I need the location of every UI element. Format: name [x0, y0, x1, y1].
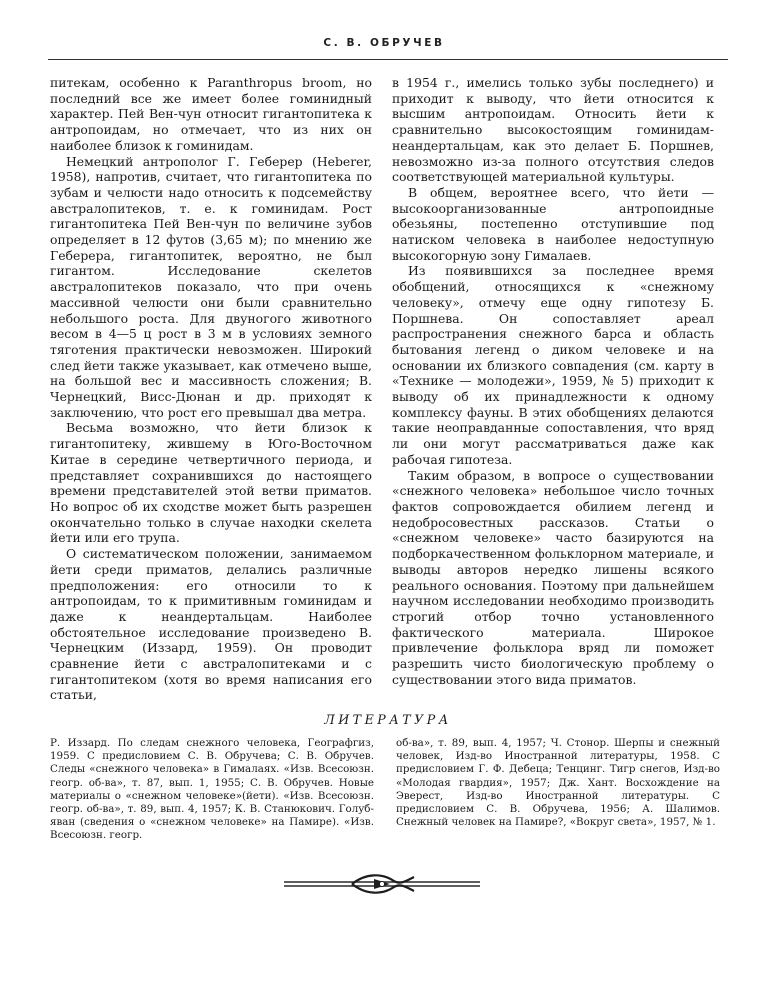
text-column-left — [50, 75, 372, 703]
references-column-left — [50, 737, 374, 843]
paragraph: В общем, вероятнее всего, что йети — высокоорганизованные антропоидные обезьяны, постепенно отступившие под натиском человека в наиболее недоступную высокогорную зону Гималаев. — [392, 184, 714, 263]
paragraph: питекам, особенно к Paranthropus broom, но последний все же имеет более гоминидный характер. Пей Вен-чун относит гигантопитека к антропоидам, но отмечает, что из них он наиболее близок к гоминидам. — [50, 75, 372, 153]
paragraph: в 1954 г., имелись только зубы последнего) и приходит к выводу, что йети относится к высшим антропоидам. Относить йети к сравнительно высокостоящим гоминидам-неандертальцам, как это делает Б. Поршнев, невозможно из-за полного отсутствия следов соответствующей материальной культуры. — [392, 75, 714, 185]
running-header: С. В. ОБРУЧЕВ — [323, 37, 445, 49]
paragraph: О систематическом положении, занимаемом йети среди приматов, делались различные предположения: его относили то к антропоидам, то к примитивным гоминидам и даже к неандертальцам. Наиболее обстоятельное исследование произведено В. Чернецким (Иззард, 1959). Он проводит сравнение йети с австралопитеками и с гигантопитеком (хотя во время написания его статьи, — [50, 546, 372, 703]
paragraph: Немецкий антрополог Г. Геберер (Heberer, 1958), напротив, считает, что гигантопитека по зубам и челюсти надо относить к подсемейству австралопитеков, т. е. к гоминидам. Рост гигантопитека Пей Вен-чун по величине зубов определяет в 12 футов (3,65 м); по мнению же Геберера, гигантопитек, вероятно, не был гигантом. Исследование скелетов австралопитеков показало, что при очень массивной челюсти они были сравнительно небольшого роста. Для двуногого животного весом в 4—5 ц рост в 3 м в условиях земного тяготения практически невозможен. Широкий след йети также указывает, как отмечено выше, на большой вес и массивность сложения; В. Чернецкий, Висс-Дюнан и др. приходят к заключению, что рост его превышал два метра. — [50, 153, 372, 420]
paragraph: Весьма возможно, что йети близок к гигантопитеку, жившему в Юго-Восточном Китае в середине четвертичного периода, и представляет сохранившихся до настоящего времени представителей этой ветви приматов. Но вопрос об их сходстве может быть разрешен окончательно только в случае находки скелета йети или его трупа. — [50, 420, 372, 546]
text-column-right — [392, 75, 714, 687]
header-rule — [48, 59, 728, 60]
paragraph: Таким образом, в вопросе о существовании «снежного человека» небольшое число точных фактов сопровождается обилием легенд и недобросовестных рассказов. Статьи о «снежном человеке» часто базируются на подборкачественном фольклорном материале, и выводы авторов нередко лишены всякого реального основания. Поэтому при дальнейшем научном исследовании необходимо производить строгий отбор точно установленного фактического материала. Широкое привлечение фольклора вряд ли поможет разрешить чисто биологическую проблему о существовании этого вида приматов. — [392, 467, 714, 687]
reference-list: об-ва», т. 89, вып. 4, 1957; Ч. Стонор. Шерпы и снежный человек, Изд-во Иностранной литературы, 1958. С предисловием Г. Ф. Дебеца; Тенцинг. Тигр снегов, Изд-во «Молодая гвардия», 1957; Дж. Хант. Восхождение на Эверест, Изд-во Иностранной литературы. С предисловием С. В. Обручева, 1956; А. Шалимов. Снежный человек на Памире?, «Вокруг света», 1957, № 1. — [396, 737, 720, 829]
literature-heading: ЛИТЕРАТУРА — [324, 712, 452, 727]
reference-list: Р. Иззард. По следам снежного человека, Географгиз, 1959. С предисловием С. В. Обручева; С. В. Обручев. Следы «снежного человека» в Гималаях. «Изв. Всесоюзн. геогр. об-ва», т. 87, вып. 1, 1955; С. В. Обручев. Новые материалы о «снежном человеке»(йети). «Изв. Всесоюзн. геогр. об-ва», т. 89, вып. 4, 1957; К. В. Станюкович. Голуб-яван (сведения о «снежном человеке» на Памире). «Изв. Всесоюзн. геогр. — [50, 737, 374, 842]
paragraph: Из появившихся за последнее время обобщений, относящихся к «снежному человеку», отмечу еще одну гипотезу Б. Поршнева. Он сопоставляет ареал распространения снежного барса и область бытования легенд о диком человеке и на основании их близкого совпадения (см. карту в «Технике — молодежи», 1959, № 5) приходит к выводу об их принадлежности к одному комплексу фауны. В этих обобщениях делаются такие неоправданные сопоставления, что вряд ли они могут рассматриваться даже как рабочая гипотеза. — [392, 263, 714, 467]
decorative-ornament-icon — [282, 871, 482, 897]
references-column-right — [396, 737, 720, 829]
